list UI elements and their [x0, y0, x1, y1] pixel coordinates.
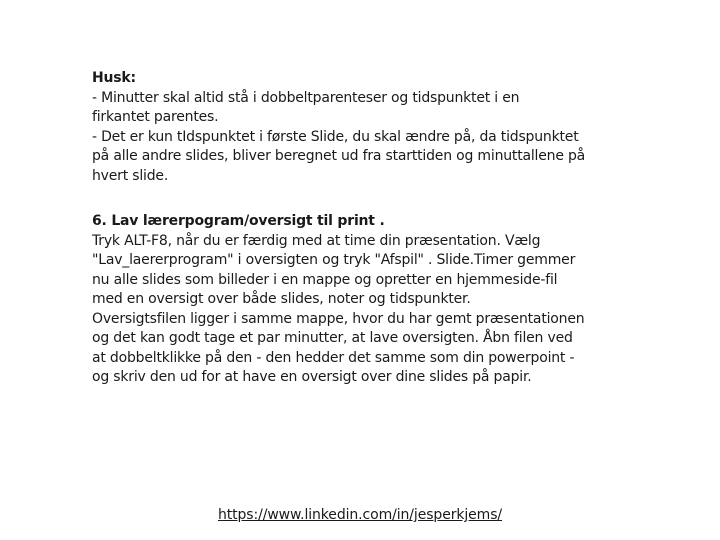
print-line-5: Oversigtsfilen ligger i samme mappe, hvor du har gemt præsentationen [92, 310, 585, 327]
print-line-3: nu alle slides som billeder i en mappe og opretter en hjemmeside-fil [92, 271, 558, 288]
reminder-line-5: hvert slide. [92, 167, 169, 184]
print-line-7: at dobbeltklikke på den - den hedder det samme som din powerpoint - [92, 349, 575, 366]
reminder-heading: Husk: [92, 70, 136, 86]
print-line-4: med en oversigt over både slides, noter og tidspunkter. [92, 291, 471, 307]
reminder-line-2: firkantet parentes. [92, 109, 219, 125]
print-section [92, 212, 632, 388]
reminder-line-3: - Det er kun tIdspunktet i første Slide, du skal ændre på, da tidspunktet [92, 128, 579, 145]
print-line-6: og det kan godt tage et par minutter, at lave oversigten. Åbn filen ved [92, 330, 573, 346]
print-line-1: Tryk ALT-F8, når du er færdig med at time din præsentation. Vælg [92, 232, 541, 249]
reminder-line-1: - Minutter skal altid stå i dobbeltparenteser og tidspunktet i en [92, 89, 520, 106]
linkedin-link[interactable]: https://www.linkedin.com/in/jesperkjems/ [217, 507, 503, 523]
reminder-line-4: på alle andre slides, bliver beregnet ud fra starttiden og minuttallene på [92, 148, 586, 164]
print-heading: 6. Lav lærerpogram/oversigt til print . [92, 213, 385, 229]
reminder-section [92, 69, 632, 186]
print-line-2: "Lav_laererprogram" i oversigten og tryk "Afspil" . Slide.Timer gemmer [92, 252, 576, 268]
print-line-8: og skriv den ud for at have en oversigt over dine slides på papir. [92, 369, 532, 385]
